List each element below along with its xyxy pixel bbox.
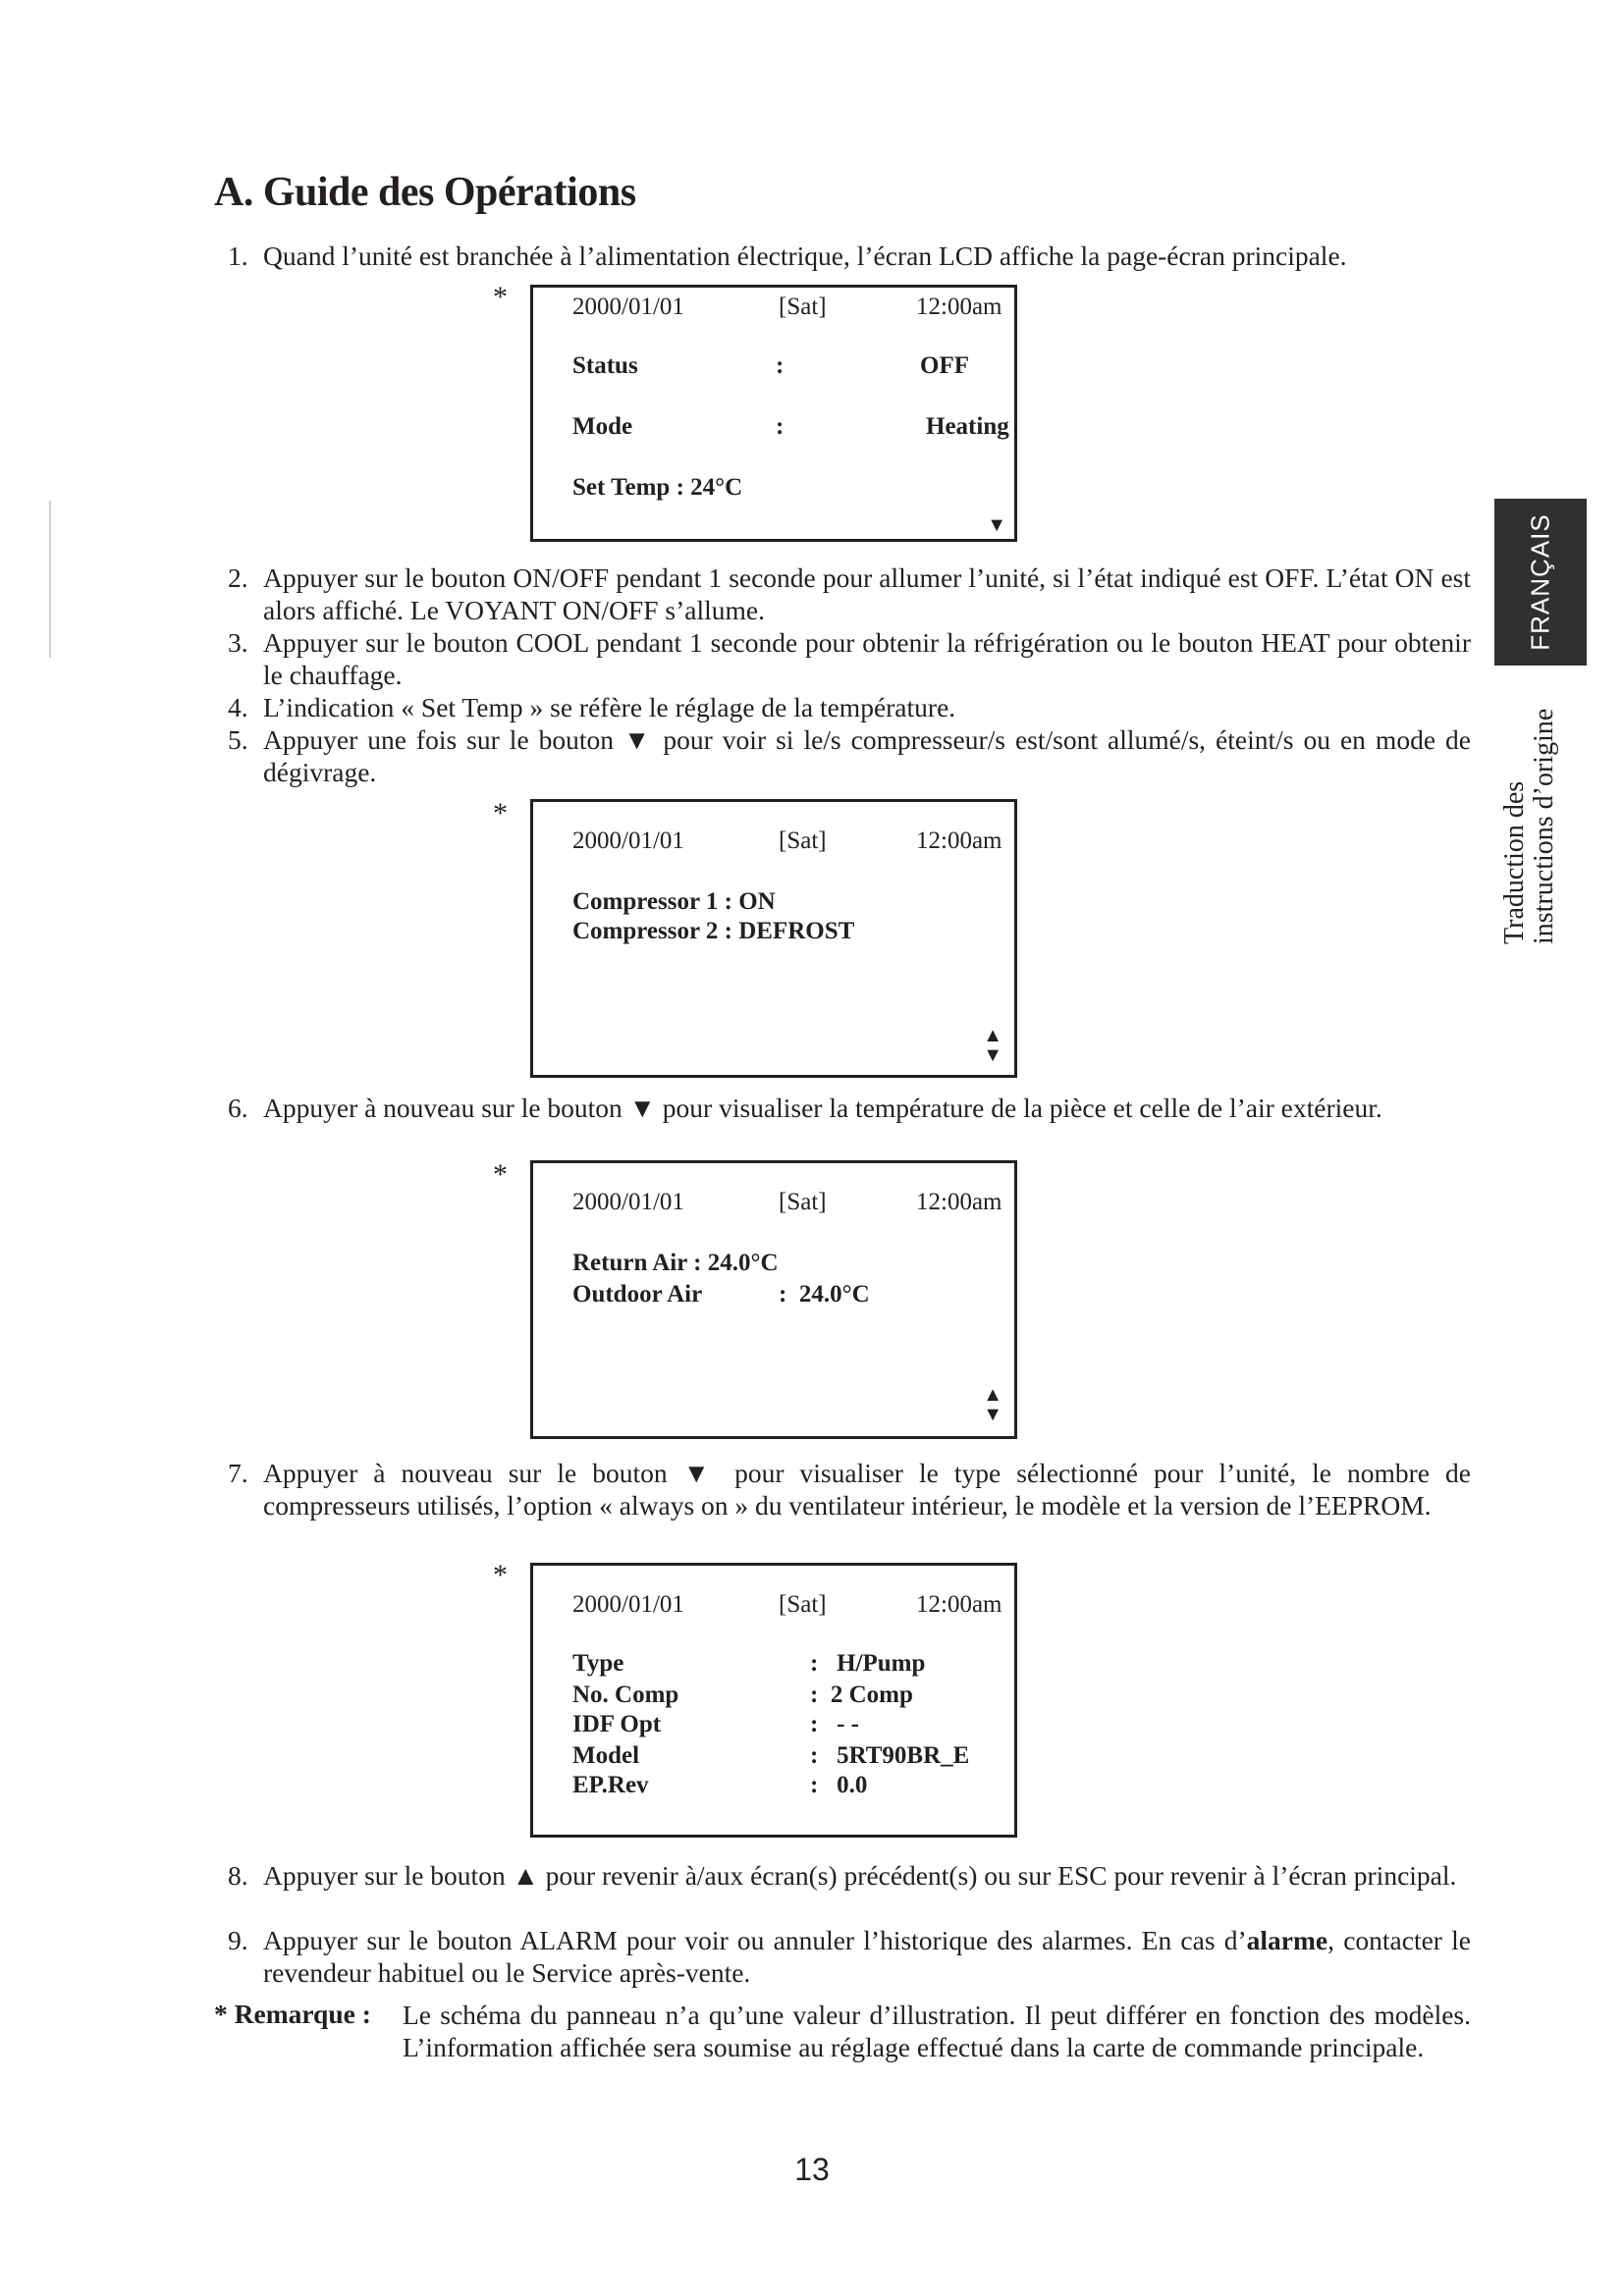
lcd-screen-main: 2000/01/01 [Sat] 12:00am Status : OFF Mode : Heating Set Temp : 24°C ▼ bbox=[530, 285, 1017, 542]
up-arrow-icon: ▲ bbox=[983, 1025, 1002, 1046]
down-arrow-icon: ▼ bbox=[983, 1404, 1002, 1425]
page-number: 13 bbox=[794, 2152, 830, 2187]
down-arrow-icon: ▼ bbox=[987, 514, 1006, 536]
page-title: A. Guide des Opérations bbox=[214, 170, 636, 215]
step-1: 1. Quand l’unité est branchée à l’alimentation électrique, l’écran LCD affiche la page-écran principale. bbox=[228, 240, 1347, 271]
step-2: 2. Appuyer sur le bouton ON/OFF pendant 1 seconde pour allumer l’unité, si l’état indiqué est OFF. L’état ON est alors affiché. Le VOYANT ON/OFF s’allume. bbox=[228, 562, 1471, 625]
step-6: 6. Appuyer à nouveau sur le bouton ▼ pour visualiser la température de la pièce et celle de l’air extérieur. bbox=[228, 1093, 1382, 1123]
lcd-compressor-2: Compressor 2 : DEFROST bbox=[572, 918, 855, 944]
asterisk-4: * bbox=[493, 1559, 508, 1591]
lcd-compressor-1: Compressor 1 : ON bbox=[572, 888, 776, 915]
lcd-time: 12:00am bbox=[916, 294, 1002, 320]
asterisk-2: * bbox=[493, 797, 508, 829]
step-7: 7. Appuyer à nouveau sur le bouton ▼ pour visualiser le type sélectionné pour l’unité, le nombre de compresseurs utilisés, l’option « always on » du ventilateur intérieur, le modèle et la version de l’EEPROM. bbox=[228, 1458, 1471, 1521]
lcd-return-air: Return Air : 24.0°C bbox=[572, 1250, 779, 1276]
step-9: 9. Appuyer sur le bouton ALARM pour voir ou annuler l’historique des alarmes. En cas d’alarme, contacter le revendeur habituel ou le Service après-vente. bbox=[228, 1925, 1471, 1988]
asterisk-1: * bbox=[493, 281, 508, 313]
remark-label: * Remarque : bbox=[214, 1999, 371, 2029]
step-8: 8. Appuyer sur le bouton ▲ pour revenir à/aux écran(s) précédent(s) ou sur ESC pour revenir à l’écran principal. bbox=[228, 1860, 1457, 1891]
lcd-date: 2000/01/01 bbox=[572, 294, 684, 320]
lcd-screen-compressors: 2000/01/01 [Sat] 12:00am Compressor 1 : ON Compressor 2 : DEFROST ▲ ▼ bbox=[530, 799, 1017, 1078]
lcd-settemp-row: Set Temp : 24°C bbox=[572, 474, 743, 501]
asterisk-3: * bbox=[493, 1158, 508, 1191]
lcd-screen-temperatures: 2000/01/01 [Sat] 12:00am Return Air : 24.0°C Outdoor Air : 24.0°C ▲ ▼ bbox=[530, 1160, 1017, 1439]
remark-text: Le schéma du panneau n’a qu’une valeur d’illustration. Il peut différer en fonction des modèles. L’information affichée sera soumise au réglage effectué dans la carte de commande principale. bbox=[403, 2000, 1471, 2062]
side-caption: Traduction des instructions d’origine bbox=[1499, 708, 1559, 944]
step-4: 4. L’indication « Set Temp » se réfère le réglage de la température. bbox=[228, 692, 956, 722]
margin-line bbox=[49, 501, 51, 658]
step-3: 3. Appuyer sur le bouton COOL pendant 1 seconde pour obtenir la réfrigération ou le bouton HEAT pour obtenir le chauffage. bbox=[228, 627, 1471, 690]
lcd-day: [Sat] bbox=[779, 294, 827, 320]
step-5: 5. Appuyer une fois sur le bouton ▼ pour voir si le/s compresseur/s est/sont allumé/s, éteint/s ou en mode de dégivrage. bbox=[228, 724, 1471, 787]
up-arrow-icon: ▲ bbox=[983, 1384, 1002, 1406]
language-tab: FRANÇAIS bbox=[1494, 499, 1587, 666]
lcd-screen-unit-info: 2000/01/01 [Sat] 12:00am Type : H/Pump No. Comp : 2 Comp IDF Opt : - - Model : 5RT90BR_E EP.Rev : 0.0 bbox=[530, 1563, 1017, 1838]
down-arrow-icon: ▼ bbox=[983, 1044, 1002, 1066]
